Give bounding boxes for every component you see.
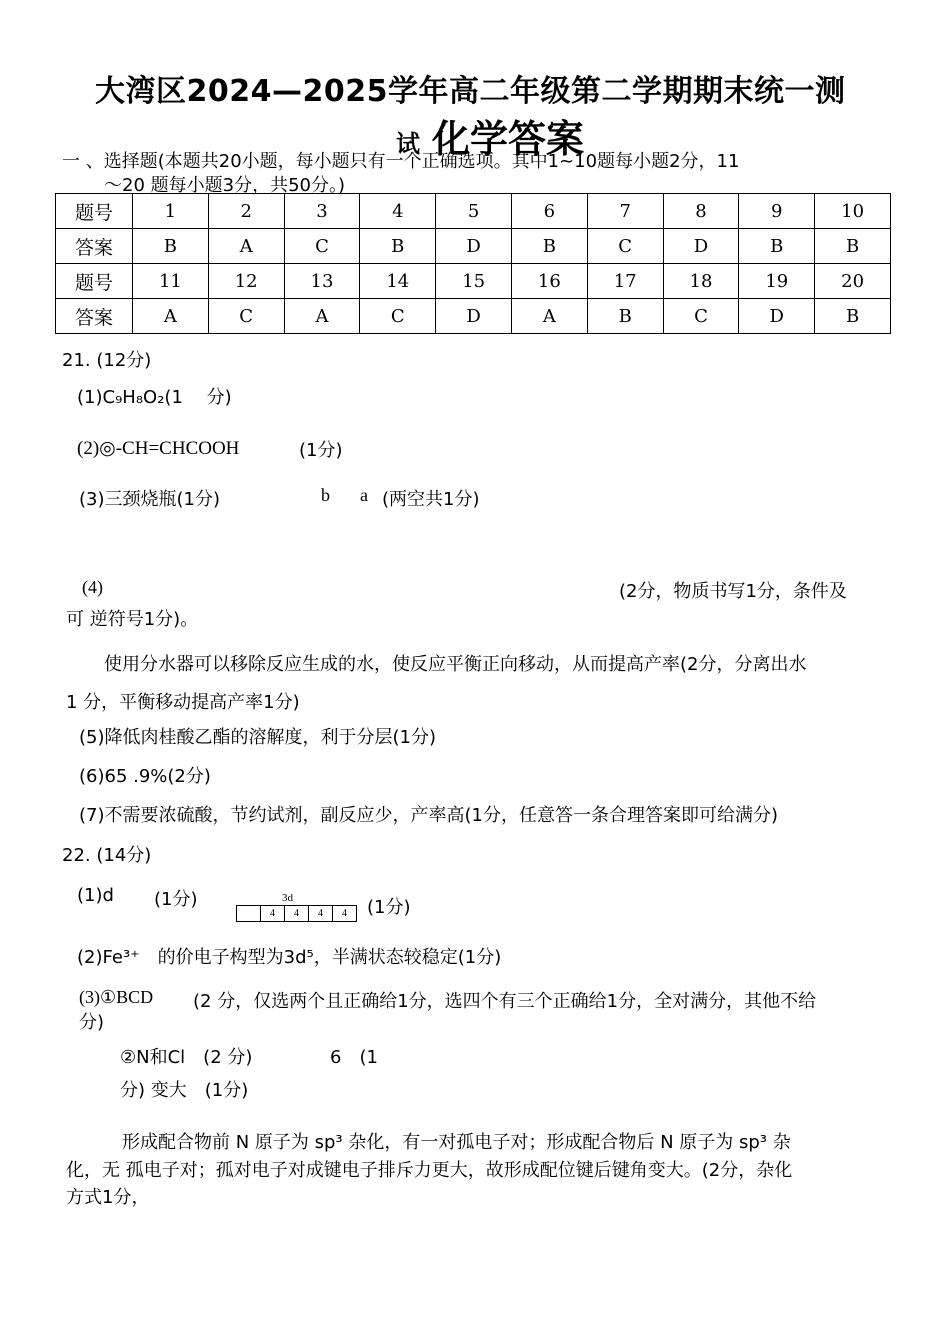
table-cell: 17 bbox=[587, 264, 663, 299]
answer-table bbox=[55, 193, 891, 334]
q22-part3-1: (3)①BCD bbox=[79, 987, 154, 1007]
q22-title: 22. (14分) bbox=[62, 845, 152, 866]
table-cell: 16 bbox=[511, 264, 587, 299]
q21-part3-note: (两空共1分) bbox=[382, 489, 480, 510]
orbital-box: 4 bbox=[332, 905, 357, 922]
table-cell: 2 bbox=[208, 194, 284, 229]
orbital-box: 4 bbox=[284, 905, 309, 922]
table-cell: 20 bbox=[815, 264, 891, 299]
table-row bbox=[56, 299, 891, 334]
q22-part3-1-note2: 分) bbox=[79, 1012, 105, 1033]
table-cell: 13 bbox=[284, 264, 360, 299]
table-cell: 12 bbox=[208, 264, 284, 299]
q21-part4-expl2: 1 分，平衡移动提高产率1分) bbox=[66, 692, 300, 713]
table-cell: D bbox=[663, 229, 739, 264]
table-cell: C bbox=[208, 299, 284, 334]
q22-part3-1-note: (2 分，仅选两个且正确给1分，选四个有三个正确给1分，全对满分，其他不给 bbox=[193, 991, 817, 1012]
q21-part6: (6)65 .9%(2分) bbox=[79, 766, 211, 787]
table-cell: C bbox=[360, 299, 436, 334]
table-cell: 10 bbox=[815, 194, 891, 229]
q21-part4-cont: 可 逆符号1分)。 bbox=[66, 609, 199, 630]
table-cell: 3 bbox=[284, 194, 360, 229]
q21-part3: (3)三颈烧瓶(1分) bbox=[79, 489, 220, 510]
table-cell: A bbox=[511, 299, 587, 334]
table-cell: B bbox=[360, 229, 436, 264]
orbital-box: 4 bbox=[260, 905, 285, 922]
table-row bbox=[56, 264, 891, 299]
table-cell: 1 bbox=[133, 194, 209, 229]
table-cell: 15 bbox=[436, 264, 512, 299]
table-cell: 8 bbox=[663, 194, 739, 229]
table-cell: B bbox=[587, 299, 663, 334]
table-cell: B bbox=[511, 229, 587, 264]
table-cell: 7 bbox=[587, 194, 663, 229]
title-prefix: 试 bbox=[396, 130, 420, 158]
q21-part2-formula: (2)◎-CH=CHCOOH bbox=[77, 438, 240, 459]
table-cell: A bbox=[284, 299, 360, 334]
table-cell: D bbox=[436, 299, 512, 334]
table-cell: D bbox=[436, 229, 512, 264]
q22-part3-3b: 化，无 孤电子对；孤对电子对成键电子排斥力更大，故形成配位键后键角变大。(2分，杂化 bbox=[66, 1160, 793, 1181]
q22-part3-2b: 6 (1 bbox=[330, 1047, 378, 1068]
title-main: 化学答案 bbox=[432, 117, 585, 161]
table-row-header: 题号 bbox=[56, 194, 133, 229]
q21-part4-expl1: 使用分水器可以移除反应生成的水，使反应平衡正向移动，从而提高产率(2分，分离出水 bbox=[104, 654, 807, 675]
q21-title: 21. (12分) bbox=[62, 350, 152, 371]
table-cell: 14 bbox=[360, 264, 436, 299]
q22-part3-2c: 分) 变大 (1分) bbox=[120, 1080, 249, 1101]
orbital-box bbox=[236, 905, 261, 922]
table-cell: C bbox=[284, 229, 360, 264]
table-cell: B bbox=[815, 229, 891, 264]
q21-part1: (1)C₉H₈O₂(1 分) bbox=[77, 387, 232, 408]
q21-part4-score: (2分，物质书写1分，条件及 bbox=[619, 581, 847, 602]
q22-part1-b-score: (1分) bbox=[367, 897, 411, 918]
table-cell: C bbox=[663, 299, 739, 334]
q22-part3-2a: ②N和Cl (2 分) bbox=[120, 1047, 253, 1068]
orbital-label: 3d bbox=[282, 892, 293, 904]
q21-part3-a: a bbox=[360, 485, 368, 505]
q21-part5: (5)降低肉桂酸乙酯的溶解度，利于分层(1分) bbox=[79, 727, 436, 748]
table-cell: B bbox=[133, 229, 209, 264]
q22-part3-3c: 方式1分， bbox=[66, 1187, 150, 1208]
q22-part1-a: (1)d bbox=[77, 885, 114, 906]
table-row bbox=[56, 194, 891, 229]
q22-part2: (2)Fe³⁺ 的价电子构型为3d⁵，半满状态较稳定(1分) bbox=[77, 947, 502, 968]
table-row bbox=[56, 229, 891, 264]
table-cell: C bbox=[587, 229, 663, 264]
section1-instruction-line2: ～20 题每小题3分，共50分。) bbox=[104, 175, 346, 196]
table-cell: A bbox=[133, 299, 209, 334]
q22-part1-a-score: (1分) bbox=[154, 889, 198, 910]
table-cell: D bbox=[739, 299, 815, 334]
table-cell: A bbox=[208, 229, 284, 264]
table-row-header: 答案 bbox=[56, 229, 133, 264]
table-cell: 11 bbox=[133, 264, 209, 299]
orbital-box: 4 bbox=[308, 905, 333, 922]
table-cell: 6 bbox=[511, 194, 587, 229]
table-cell: 18 bbox=[663, 264, 739, 299]
orbital-diagram bbox=[237, 905, 357, 924]
table-cell: B bbox=[739, 229, 815, 264]
table-cell: 5 bbox=[436, 194, 512, 229]
section1-instruction-line1: 一 、选择题(本题共20小题，每小题只有一个正确选项。其中1~10题每小题2分，11 bbox=[62, 151, 740, 172]
table-cell: 9 bbox=[739, 194, 815, 229]
table-cell: 4 bbox=[360, 194, 436, 229]
q21-part3-b: b bbox=[321, 485, 330, 505]
table-cell: 19 bbox=[739, 264, 815, 299]
table-cell: B bbox=[815, 299, 891, 334]
table-row-header: 答案 bbox=[56, 299, 133, 334]
q21-part4-label: (4) bbox=[82, 577, 103, 597]
q21-part2-score: (1分) bbox=[299, 440, 343, 461]
q21-part7: (7)不需要浓硫酸，节约试剂，副反应少，产率高(1分，任意答一条合理答案即可给满分) bbox=[79, 805, 778, 826]
q22-part3-3a: 形成配合物前 N 原子为 sp³ 杂化，有一对孤电子对；形成配合物后 N 原子为 sp³ 杂 bbox=[122, 1132, 791, 1153]
table-row-header: 题号 bbox=[56, 264, 133, 299]
page-title: 大湾区2024—2025学年高二年级第二学期期末统一测 bbox=[95, 74, 846, 109]
